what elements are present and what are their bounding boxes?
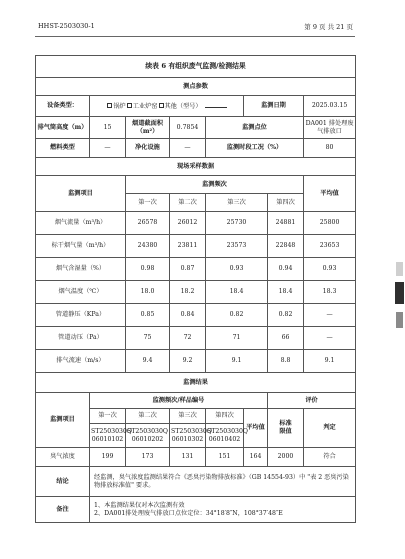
results-col-3: 第三次	[170, 409, 206, 424]
cell-value: 0.93	[206, 258, 268, 281]
sampling-avg-header: 平均值	[304, 176, 356, 212]
cell-value: 18.4	[206, 281, 268, 304]
sampling-item-header: 监测项目	[36, 176, 126, 212]
table-row	[36, 304, 356, 327]
cell-value: 18.0	[126, 281, 170, 304]
monitor-date-value: 2025.03.15	[304, 96, 356, 117]
sample-id: ST2503030Q 06010302	[170, 424, 206, 448]
cell-value: 0.82	[206, 304, 268, 327]
table-row	[36, 235, 356, 258]
table-title: 续表 6 有组织废气监测/检测结果	[36, 56, 356, 78]
cell-avg: 0.93	[304, 258, 356, 281]
fuel-label: 燃料类型	[36, 139, 90, 158]
sampling-section-title: 现场采样数据	[36, 158, 356, 176]
results-section-row	[36, 373, 356, 393]
cell-value: 0.94	[268, 258, 304, 281]
device-type-label: 设备类型：	[36, 96, 90, 117]
table-row	[36, 212, 356, 235]
condition-value: 80	[304, 139, 356, 158]
table-row	[36, 350, 356, 373]
results-avg-header: 平均值	[244, 409, 268, 448]
cell-value: 75	[126, 327, 170, 350]
header-rule	[35, 36, 355, 37]
fuel-row	[36, 139, 356, 158]
checkbox-icon	[159, 103, 164, 108]
cell-avg: 25800	[304, 212, 356, 235]
cell-avg: 18.3	[304, 281, 356, 304]
conclusion-row	[36, 467, 356, 497]
monitoring-report-table	[35, 55, 356, 523]
results-col-4: 第四次	[206, 409, 244, 424]
conclusion-label: 结论	[36, 467, 90, 497]
sample-id: ST2503030Q 06010102	[90, 424, 126, 448]
cell-value: 8.8	[268, 350, 304, 373]
row-label: 管道静压（KPa）	[36, 304, 126, 327]
cell-value: 23573	[206, 235, 268, 258]
cell-value: 24881	[268, 212, 304, 235]
condition-label: 监测时段工况（%）	[206, 139, 304, 158]
row-label: 管道动压（Pa）	[36, 327, 126, 350]
sampling-col-2: 第二次	[170, 194, 206, 212]
row-label: 排气流速（m/s）	[36, 350, 126, 373]
cell-avg: 23653	[304, 235, 356, 258]
results-col-2: 第二次	[126, 409, 170, 424]
purifier-label: 净化设施	[126, 139, 170, 158]
cell-avg: —	[304, 327, 356, 350]
sampling-section-row	[36, 158, 356, 176]
cell-value: 66	[268, 327, 304, 350]
monitor-date-label: 监测日期	[244, 96, 304, 117]
sample-id: ST2503030Q 06010402	[206, 424, 244, 448]
sample-id: ST2503030Q 06010202	[126, 424, 170, 448]
results-freq-header: 监测频次/样品编号	[90, 393, 268, 409]
table-title-row	[36, 56, 356, 78]
result-data-row	[36, 448, 356, 467]
cell-value: 23811	[170, 235, 206, 258]
cell-value: 71	[206, 327, 268, 350]
sampling-header-row	[36, 176, 356, 194]
page-header	[38, 22, 353, 34]
cell-avg: —	[304, 304, 356, 327]
results-item-header: 监测项目	[36, 393, 90, 448]
cell-value: 18.2	[170, 281, 206, 304]
results-header-row	[36, 393, 356, 409]
cell-value: 0.82	[268, 304, 304, 327]
device-type-value: 锅炉 工业炉窑 其他（型号）	[90, 96, 244, 117]
fuel-value: —	[90, 139, 126, 158]
table-row	[36, 281, 356, 304]
sampling-freq-header: 监测频次	[126, 176, 304, 194]
purifier-value: —	[170, 139, 206, 158]
cell-value: 0.85	[126, 304, 170, 327]
row-label: 烟气温度（℃）	[36, 281, 126, 304]
cell-value: 25730	[206, 212, 268, 235]
cell-value: 26012	[170, 212, 206, 235]
sampling-col-1: 第一次	[126, 194, 170, 212]
cell-value: 22848	[268, 235, 304, 258]
result-value: 151	[206, 448, 244, 467]
checkbox-icon	[107, 103, 112, 108]
sampling-col-3: 第三次	[206, 194, 268, 212]
flue-area-value: 0.7854	[170, 117, 206, 139]
results-section-title: 监测结果	[36, 373, 356, 393]
cell-value: 9.1	[206, 350, 268, 373]
report-number: HHST-2503030-1	[38, 22, 95, 30]
result-value: 131	[170, 448, 206, 467]
cell-value: 24380	[126, 235, 170, 258]
stack-height-label: 排气筒高度（m）	[36, 117, 90, 139]
stack-row	[36, 117, 356, 139]
results-std-header: 标准 限值	[268, 409, 304, 448]
page-indicator: 第 9 页 共 21 页	[304, 23, 353, 31]
row-label: 标干烟气量（m³/h）	[36, 235, 126, 258]
cell-value: 9.2	[170, 350, 206, 373]
location-label: 监测点位	[206, 117, 304, 139]
remarks-row	[36, 497, 356, 523]
cell-value: 0.84	[170, 304, 206, 327]
result-avg: 164	[244, 448, 268, 467]
conclusion-text: 经监测，臭气浓度监测结果符合《恶臭污染物排放标准》（GB 14554-93）中 "表 2 恶臭污染物排放标准值" 要求。	[90, 467, 356, 497]
table-row	[36, 258, 356, 281]
cell-value: 9.4	[126, 350, 170, 373]
remarks-text	[90, 497, 356, 523]
results-eval-header: 评价	[268, 393, 356, 409]
row-label: 烟气含湿量（%）	[36, 258, 126, 281]
cell-value: 72	[170, 327, 206, 350]
result-judge: 符合	[304, 448, 356, 467]
sampling-col-4: 第四次	[268, 194, 304, 212]
stack-height-value: 15	[90, 117, 126, 139]
params-section-row	[36, 78, 356, 96]
cell-value: 26578	[126, 212, 170, 235]
remarks-label: 备注	[36, 497, 90, 523]
result-value: 173	[126, 448, 170, 467]
result-value: 199	[90, 448, 126, 467]
cell-value: 18.4	[268, 281, 304, 304]
cell-value: 0.87	[170, 258, 206, 281]
table-row	[36, 327, 356, 350]
checkbox-icon	[127, 103, 132, 108]
remark-line: 1、本监测结果仅对本次监测有效	[94, 501, 185, 509]
cell-avg: 9.1	[304, 350, 356, 373]
result-item-name: 臭气浓度	[36, 448, 90, 467]
result-std: 2000	[268, 448, 304, 467]
device-type-row	[36, 96, 356, 117]
remark-line: 2、DA001排处理废气排放口点位定位：34°18′8″N，108°37′48″E	[94, 509, 283, 517]
cell-value: 0.98	[126, 258, 170, 281]
flue-area-label: 烟道截面积（m²）	[126, 117, 170, 139]
location-value: DA001 排处理废气排放口	[304, 117, 356, 139]
row-label: 烟气流量（m³/h）	[36, 212, 126, 235]
results-col-1: 第一次	[90, 409, 126, 424]
params-section-title: 测点参数	[36, 78, 356, 96]
results-judge-header: 判定	[304, 409, 356, 448]
blank-line	[205, 102, 227, 108]
seam-stamp-mark	[393, 262, 405, 342]
